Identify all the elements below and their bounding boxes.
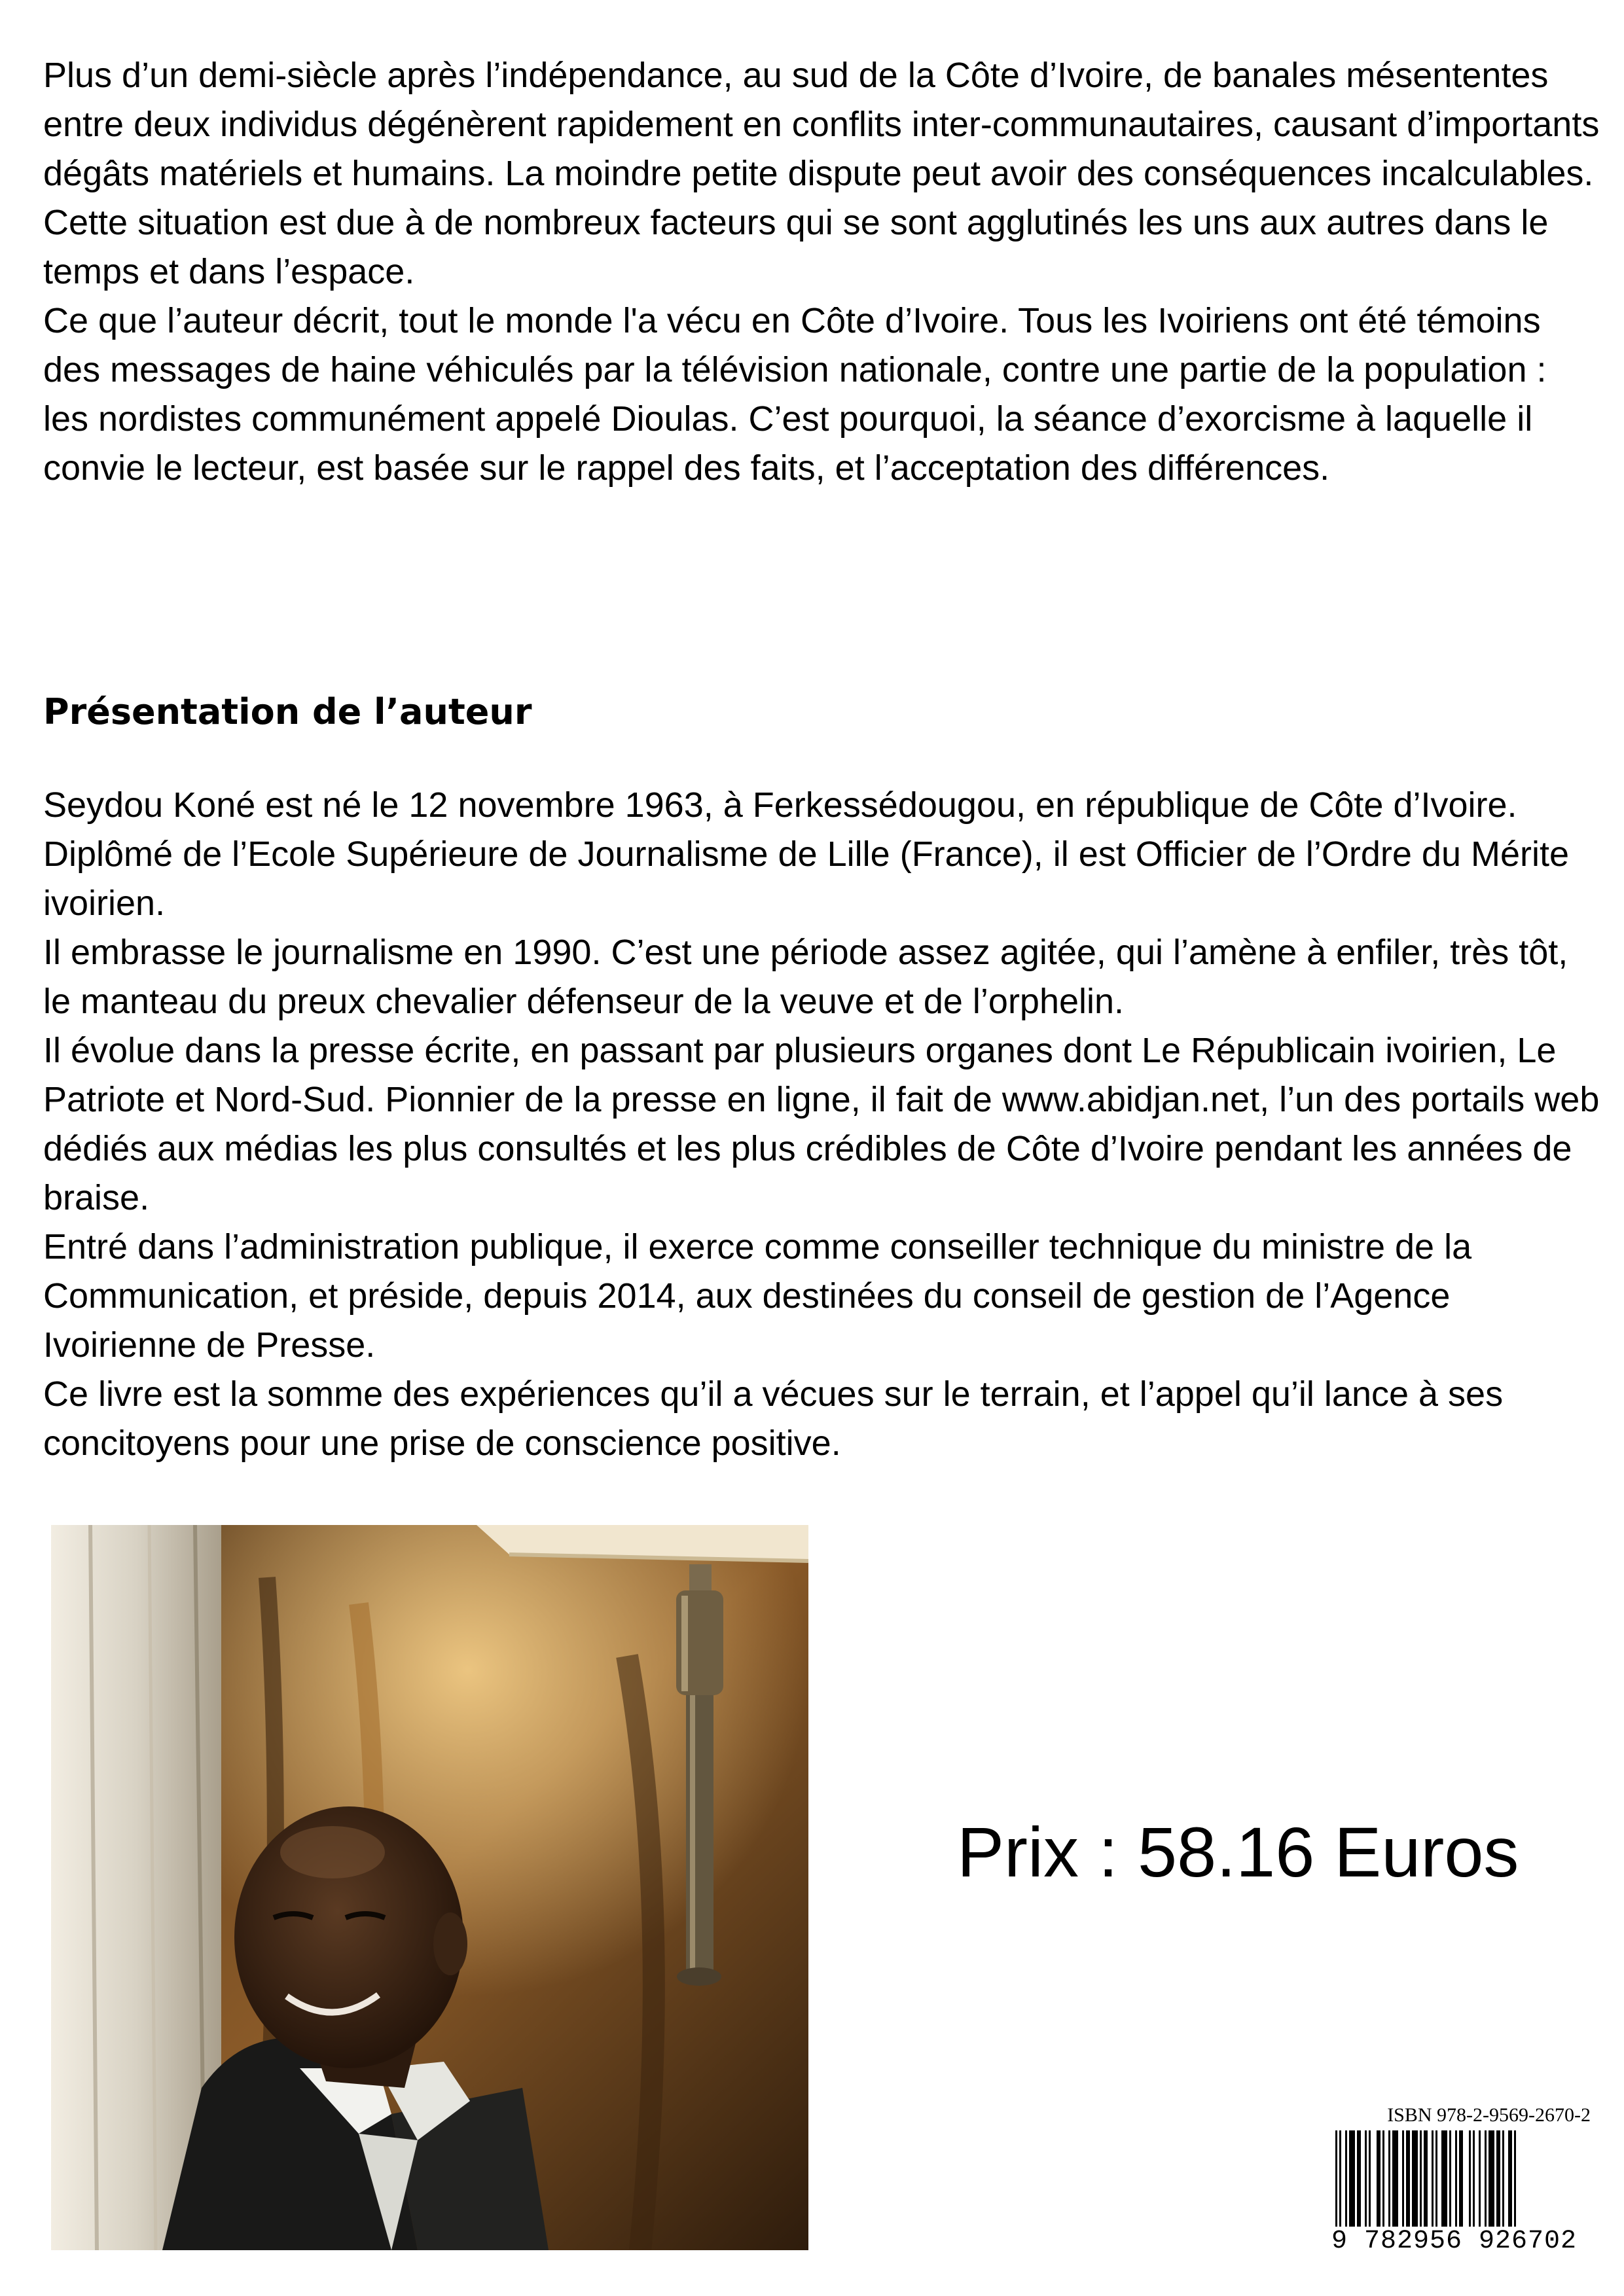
ean-digits-text: 9 782956 926702 [1331, 2227, 1578, 2256]
barcode-icon [1335, 2130, 1587, 2242]
summary-paragraph: Cette situation est due à de nombreux facteurs qui se sont agglutinés les uns aux autres dans le temps et dans l’espace. [43, 203, 1549, 291]
back-cover-summary [43, 51, 1601, 493]
isbn-label: ISBN 978-2-9569-2670-2 [1387, 2104, 1591, 2126]
bio-paragraph: Il embrasse le journalisme en 1990. C’est une période assez agitée, qui l’amène à enfiler, très tôt, le manteau du preux chevalier défenseur de la veuve et de l’orphelin. [43, 933, 1568, 1021]
bio-paragraph: Entré dans l’administration publique, il exerce comme conseiller technique du ministre de la Communication, et préside, depuis 2014, aux destinées du conseil de gestion de l’Agence Ivoirienne de Presse. [43, 1227, 1472, 1365]
author-photo [51, 1525, 808, 2250]
author-biography [43, 781, 1601, 1468]
summary-paragraph: Ce que l’auteur décrit, tout le monde l'a vécu en Côte d’Ivoire. Tous les Ivoiriens ont été témoins des messages de haine véhiculés par la télévision nationale, contre une partie de la population : les nordistes communément appelé Dioulas. C’est pourquoi, la séance d’exorcisme à laquelle il convie le lecteur, est basée sur le rappel des faits, et l’acceptation des différences. [43, 301, 1547, 488]
summary-paragraph: Plus d’un demi-siècle après l’indépendance, au sud de la Côte d’Ivoire, de banales mésententes entre deux individus dégénèrent rapidement en conflits inter-communautaires, causant d’importants dégâts matériels et humains. La moindre petite dispute peut avoir des conséquences incalculables. [43, 56, 1600, 193]
ean-digits [1331, 2227, 1591, 2256]
bio-paragraph: Ce livre est la somme des expériences qu’il a vécues sur le terrain, et l’appel qu’il lance à ses concitoyens pour une prise de conscience positive. [43, 1374, 1504, 1463]
bio-paragraph: Seydou Koné est né le 12 novembre 1963, à Ferkessédougou, en république de Côte d’Ivoire. Diplômé de l’Ecole Supérieure de Journalisme de Lille (France), il est Officier de l’Ordre du Mérite ivoirien. [43, 785, 1570, 923]
author-section-heading: Présentation de l’auteur [43, 691, 532, 732]
price-label: Prix : 58.16 Euros [957, 1812, 1519, 1892]
isbn-barcode [1331, 2104, 1591, 2261]
bio-paragraph: Il évolue dans la presse écrite, en passant par plusieurs organes dont Le Républicain ivoirien, Le Patriote et Nord-Sud. Pionnier de la presse en ligne, il fait de www.abidjan.net, l’un des portails web dédiés aux médias les plus consultés et les plus crédibles de Côte d’Ivoire pendant les années de braise. [43, 1031, 1600, 1217]
